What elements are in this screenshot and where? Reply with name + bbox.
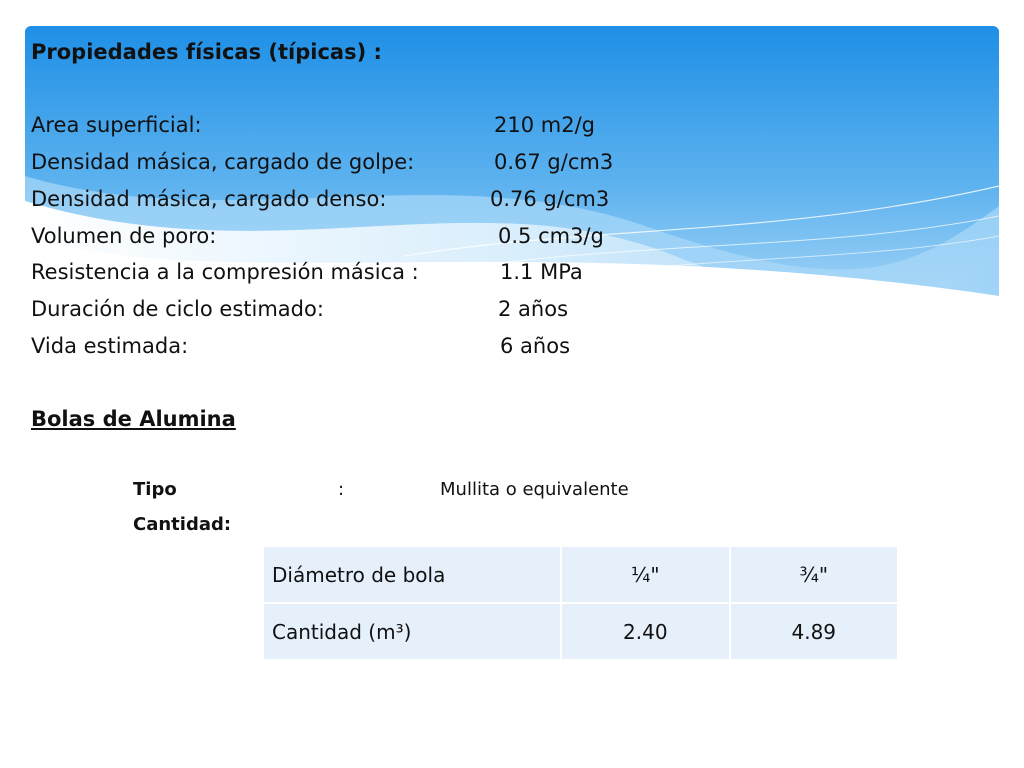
table-cell: Cantidad (m³)	[263, 603, 561, 660]
table-cell: ¾"	[730, 546, 898, 603]
property-value-crush-strength: 1.1 MPa	[500, 260, 583, 284]
tipo-colon: :	[338, 479, 345, 500]
property-label-pore-volume: Volumen de poro:	[31, 224, 217, 248]
property-label-estimated-life: Vida estimada:	[31, 334, 189, 358]
property-value-bulk-density-tapped: 0.67 g/cm3	[494, 150, 614, 174]
table-row	[263, 546, 898, 603]
property-value-pore-volume: 0.5 cm3/g	[498, 224, 604, 248]
cantidad-label: Cantidad:	[133, 514, 232, 535]
tipo-label: Tipo	[133, 479, 177, 500]
table-cell: Diámetro de bola	[263, 546, 561, 603]
alumina-quantity-table	[262, 545, 899, 661]
property-label-crush-strength: Resistencia a la compresión másica :	[31, 260, 419, 284]
tipo-value: Mullita o equivalente	[440, 479, 629, 500]
properties-heading: Propiedades físicas (típicas) :	[31, 40, 382, 64]
property-label-cycle-duration: Duración de ciclo estimado:	[31, 297, 324, 321]
table-cell: ¼"	[561, 546, 729, 603]
property-label-bulk-density-dense: Densidad másica, cargado denso:	[31, 187, 387, 211]
property-value-estimated-life: 6 años	[500, 334, 571, 358]
property-label-bulk-density-tapped: Densidad másica, cargado de golpe:	[31, 150, 415, 174]
table-row	[263, 603, 898, 660]
property-label-surface-area: Area superficial:	[31, 113, 202, 137]
property-value-bulk-density-dense: 0.76 g/cm3	[490, 187, 610, 211]
property-value-surface-area: 210 m2/g	[494, 113, 595, 137]
table-cell: 2.40	[561, 603, 729, 660]
table-cell: 4.89	[730, 603, 898, 660]
section-title-alumina-balls: Bolas de Alumina	[31, 407, 236, 431]
property-value-cycle-duration: 2 años	[498, 297, 569, 321]
